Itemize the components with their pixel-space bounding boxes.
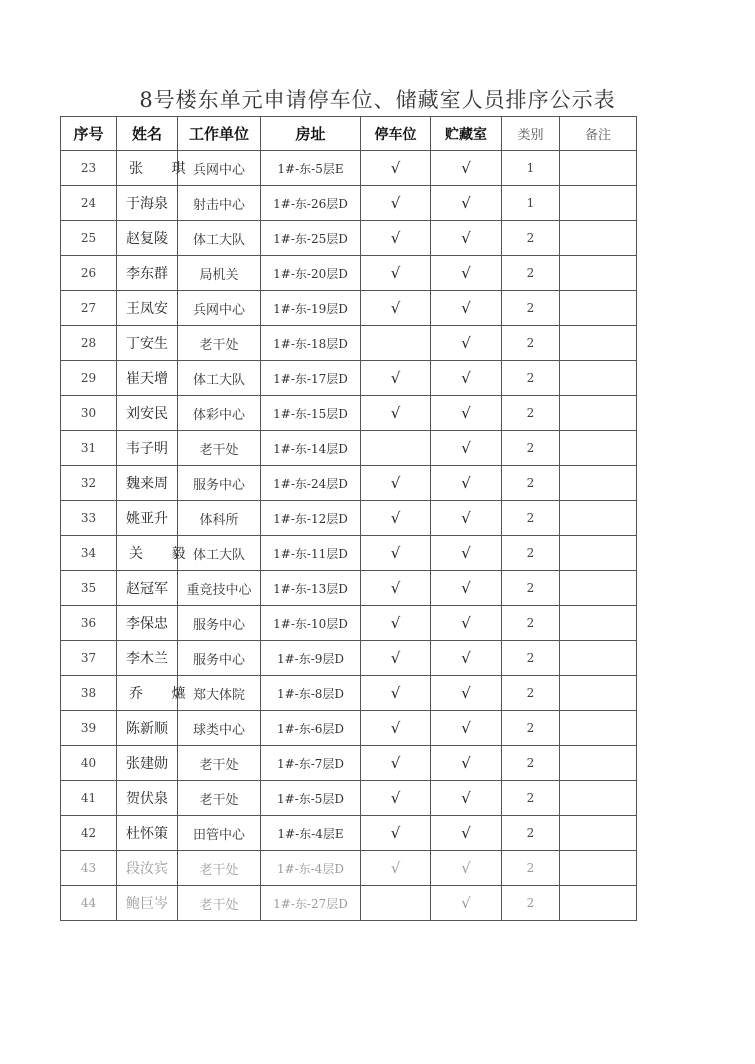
cell-seq: 36: [61, 606, 117, 641]
cell-seq: 42: [61, 816, 117, 851]
cell-storage: √: [431, 571, 502, 606]
cell-category: 1: [502, 186, 560, 221]
cell-unit: 田管中心: [178, 816, 261, 851]
cell-parking: √: [361, 361, 431, 396]
cell-unit: 老干处: [178, 431, 261, 466]
table-row: [61, 431, 637, 466]
cell-room: 1#-东-19层D: [261, 291, 361, 326]
cell-storage: √: [431, 151, 502, 186]
table-row: [61, 326, 637, 361]
cell-category: 2: [502, 746, 560, 781]
cell-category: 2: [502, 536, 560, 571]
cell-parking: √: [361, 291, 431, 326]
cell-parking: √: [361, 851, 431, 886]
cell-parking: √: [361, 641, 431, 676]
cell-storage: √: [431, 781, 502, 816]
cell-seq: 23: [61, 151, 117, 186]
cell-parking: [361, 886, 431, 921]
cell-category: 2: [502, 431, 560, 466]
cell-storage: √: [431, 431, 502, 466]
cell-name: 姚亚升: [117, 501, 178, 536]
cell-name: 刘安民: [117, 396, 178, 431]
header-row: [61, 117, 637, 151]
cell-unit: 体工大队: [178, 536, 261, 571]
cell-note: [560, 186, 637, 221]
cell-name: 李东群: [117, 256, 178, 291]
cell-seq: 35: [61, 571, 117, 606]
cell-note: [560, 151, 637, 186]
cell-parking: [361, 326, 431, 361]
table-row: [61, 396, 637, 431]
cell-note: [560, 781, 637, 816]
cell-room: 1#-东-8层D: [261, 676, 361, 711]
cell-category: 2: [502, 256, 560, 291]
cell-note: [560, 501, 637, 536]
cell-unit: 兵网中心: [178, 291, 261, 326]
cell-unit: 老干处: [178, 746, 261, 781]
cell-storage: √: [431, 711, 502, 746]
table-row: [61, 361, 637, 396]
cell-unit: 服务中心: [178, 606, 261, 641]
cell-note: [560, 851, 637, 886]
cell-room: 1#-东-11层D: [261, 536, 361, 571]
page-title: 8号楼东单元申请停车位、储藏室人员排序公示表: [139, 88, 616, 112]
cell-parking: √: [361, 221, 431, 256]
cell-category: 2: [502, 641, 560, 676]
cell-room: 1#-东-7层D: [261, 746, 361, 781]
cell-room: 1#-东-5层E: [261, 151, 361, 186]
cell-storage: √: [431, 466, 502, 501]
cell-room: 1#-东-4层E: [261, 816, 361, 851]
cell-note: [560, 641, 637, 676]
cell-category: 2: [502, 606, 560, 641]
cell-room: 1#-东-15层D: [261, 396, 361, 431]
table-row: [61, 291, 637, 326]
cell-parking: √: [361, 676, 431, 711]
cell-storage: √: [431, 501, 502, 536]
cell-seq: 41: [61, 781, 117, 816]
cell-room: 1#-东-24层D: [261, 466, 361, 501]
cell-room: 1#-东-4层D: [261, 851, 361, 886]
cell-category: 2: [502, 711, 560, 746]
cell-unit: 体科所: [178, 501, 261, 536]
cell-unit: 体彩中心: [178, 396, 261, 431]
cell-parking: √: [361, 571, 431, 606]
cell-category: 2: [502, 886, 560, 921]
cell-seq: 38: [61, 676, 117, 711]
cell-parking: √: [361, 501, 431, 536]
cell-note: [560, 746, 637, 781]
cell-seq: 29: [61, 361, 117, 396]
cell-category: 2: [502, 501, 560, 536]
cell-storage: √: [431, 676, 502, 711]
cell-room: 1#-东-26层D: [261, 186, 361, 221]
cell-parking: √: [361, 606, 431, 641]
cell-note: [560, 256, 637, 291]
cell-name: 鲍巨岑: [117, 886, 178, 921]
cell-note: [560, 606, 637, 641]
cell-storage: √: [431, 221, 502, 256]
table-row: [61, 151, 637, 186]
cell-category: 1: [502, 151, 560, 186]
cell-category: 2: [502, 781, 560, 816]
cell-parking: √: [361, 466, 431, 501]
cell-name: 陈新顺: [117, 711, 178, 746]
cell-seq: 31: [61, 431, 117, 466]
cell-name: 李保忠: [117, 606, 178, 641]
table-row: [61, 816, 637, 851]
cell-name: 乔 爊: [117, 676, 178, 711]
cell-parking: √: [361, 781, 431, 816]
cell-seq: 26: [61, 256, 117, 291]
cell-parking: √: [361, 186, 431, 221]
cell-seq: 37: [61, 641, 117, 676]
table-row: [61, 676, 637, 711]
table-row: [61, 221, 637, 256]
cell-note: [560, 571, 637, 606]
cell-storage: √: [431, 641, 502, 676]
cell-room: 1#-东-10层D: [261, 606, 361, 641]
cell-room: 1#-东-27层D: [261, 886, 361, 921]
cell-unit: 服务中心: [178, 466, 261, 501]
cell-unit: 体工大队: [178, 361, 261, 396]
cell-category: 2: [502, 466, 560, 501]
cell-parking: √: [361, 711, 431, 746]
cell-unit: 老干处: [178, 851, 261, 886]
cell-unit: 老干处: [178, 781, 261, 816]
cell-parking: √: [361, 256, 431, 291]
cell-unit: 体工大队: [178, 221, 261, 256]
cell-seq: 28: [61, 326, 117, 361]
header-storage: 贮藏室: [431, 117, 502, 151]
cell-storage: √: [431, 606, 502, 641]
cell-storage: √: [431, 886, 502, 921]
cell-room: 1#-东-20层D: [261, 256, 361, 291]
cell-parking: √: [361, 746, 431, 781]
cell-unit: 球类中心: [178, 711, 261, 746]
cell-note: [560, 431, 637, 466]
table-row: [61, 466, 637, 501]
cell-seq: 43: [61, 851, 117, 886]
cell-name: 王凤安: [117, 291, 178, 326]
cell-name: 于海泉: [117, 186, 178, 221]
table-body: [61, 151, 637, 921]
cell-category: 2: [502, 361, 560, 396]
cell-category: 2: [502, 396, 560, 431]
table-row: [61, 606, 637, 641]
header-category: 类别: [502, 117, 560, 151]
cell-seq: 27: [61, 291, 117, 326]
cell-room: 1#-东-14层D: [261, 431, 361, 466]
cell-seq: 24: [61, 186, 117, 221]
cell-storage: √: [431, 851, 502, 886]
cell-room: 1#-东-25层D: [261, 221, 361, 256]
cell-unit: 老干处: [178, 886, 261, 921]
cell-parking: √: [361, 151, 431, 186]
cell-unit: 局机关: [178, 256, 261, 291]
cell-parking: √: [361, 396, 431, 431]
cell-seq: 34: [61, 536, 117, 571]
header-note: 备注: [560, 117, 637, 151]
table-row: [61, 711, 637, 746]
cell-category: 2: [502, 326, 560, 361]
cell-storage: √: [431, 291, 502, 326]
cell-name: 魏来周: [117, 466, 178, 501]
cell-name: 张 琪: [117, 151, 178, 186]
cell-parking: √: [361, 536, 431, 571]
table-row: [61, 571, 637, 606]
cell-category: 2: [502, 816, 560, 851]
header-name: 姓名: [117, 117, 178, 151]
table-row: [61, 746, 637, 781]
cell-name: 关 毅: [117, 536, 178, 571]
table-row: [61, 886, 637, 921]
cell-note: [560, 676, 637, 711]
cell-unit: 兵网中心: [178, 151, 261, 186]
cell-name: 丁安生: [117, 326, 178, 361]
cell-note: [560, 536, 637, 571]
cell-storage: √: [431, 186, 502, 221]
table-row: [61, 641, 637, 676]
cell-note: [560, 326, 637, 361]
cell-storage: √: [431, 746, 502, 781]
cell-name: 张建勋: [117, 746, 178, 781]
cell-parking: [361, 431, 431, 466]
table-row: [61, 781, 637, 816]
cell-note: [560, 396, 637, 431]
header-parking: 停车位: [361, 117, 431, 151]
cell-room: 1#-东-5层D: [261, 781, 361, 816]
cell-seq: 25: [61, 221, 117, 256]
cell-note: [560, 816, 637, 851]
cell-room: 1#-东-9层D: [261, 641, 361, 676]
cell-storage: √: [431, 256, 502, 291]
cell-name: 段汝宾: [117, 851, 178, 886]
cell-unit: 射击中心: [178, 186, 261, 221]
cell-storage: √: [431, 816, 502, 851]
header-room: 房址: [261, 117, 361, 151]
table-row: [61, 256, 637, 291]
cell-category: 2: [502, 221, 560, 256]
cell-unit: 服务中心: [178, 641, 261, 676]
cell-room: 1#-东-6层D: [261, 711, 361, 746]
cell-seq: 44: [61, 886, 117, 921]
table-row: [61, 851, 637, 886]
cell-storage: √: [431, 361, 502, 396]
cell-seq: 32: [61, 466, 117, 501]
table-row: [61, 536, 637, 571]
cell-note: [560, 886, 637, 921]
cell-name: 李木兰: [117, 641, 178, 676]
roster-table: [60, 116, 637, 921]
cell-name: 赵复陵: [117, 221, 178, 256]
cell-storage: √: [431, 536, 502, 571]
cell-name: 赵冠军: [117, 571, 178, 606]
cell-room: 1#-东-12层D: [261, 501, 361, 536]
header-unit: 工作单位: [178, 117, 261, 151]
cell-unit: 郑大体院: [178, 676, 261, 711]
table-row: [61, 186, 637, 221]
cell-note: [560, 221, 637, 256]
cell-note: [560, 361, 637, 396]
cell-note: [560, 291, 637, 326]
cell-category: 2: [502, 571, 560, 606]
cell-room: 1#-东-18层D: [261, 326, 361, 361]
cell-storage: √: [431, 326, 502, 361]
cell-unit: 重竞技中心: [178, 571, 261, 606]
cell-name: 韦子明: [117, 431, 178, 466]
cell-seq: 30: [61, 396, 117, 431]
cell-name: 崔天增: [117, 361, 178, 396]
table-row: [61, 501, 637, 536]
cell-category: 2: [502, 676, 560, 711]
cell-seq: 40: [61, 746, 117, 781]
cell-note: [560, 711, 637, 746]
cell-seq: 33: [61, 501, 117, 536]
cell-parking: √: [361, 816, 431, 851]
cell-name: 贺伏泉: [117, 781, 178, 816]
cell-category: 2: [502, 291, 560, 326]
cell-unit: 老干处: [178, 326, 261, 361]
cell-note: [560, 466, 637, 501]
cell-storage: √: [431, 396, 502, 431]
cell-name: 杜怀策: [117, 816, 178, 851]
header-seq: 序号: [61, 117, 117, 151]
cell-category: 2: [502, 851, 560, 886]
cell-room: 1#-东-13层D: [261, 571, 361, 606]
cell-seq: 39: [61, 711, 117, 746]
cell-room: 1#-东-17层D: [261, 361, 361, 396]
